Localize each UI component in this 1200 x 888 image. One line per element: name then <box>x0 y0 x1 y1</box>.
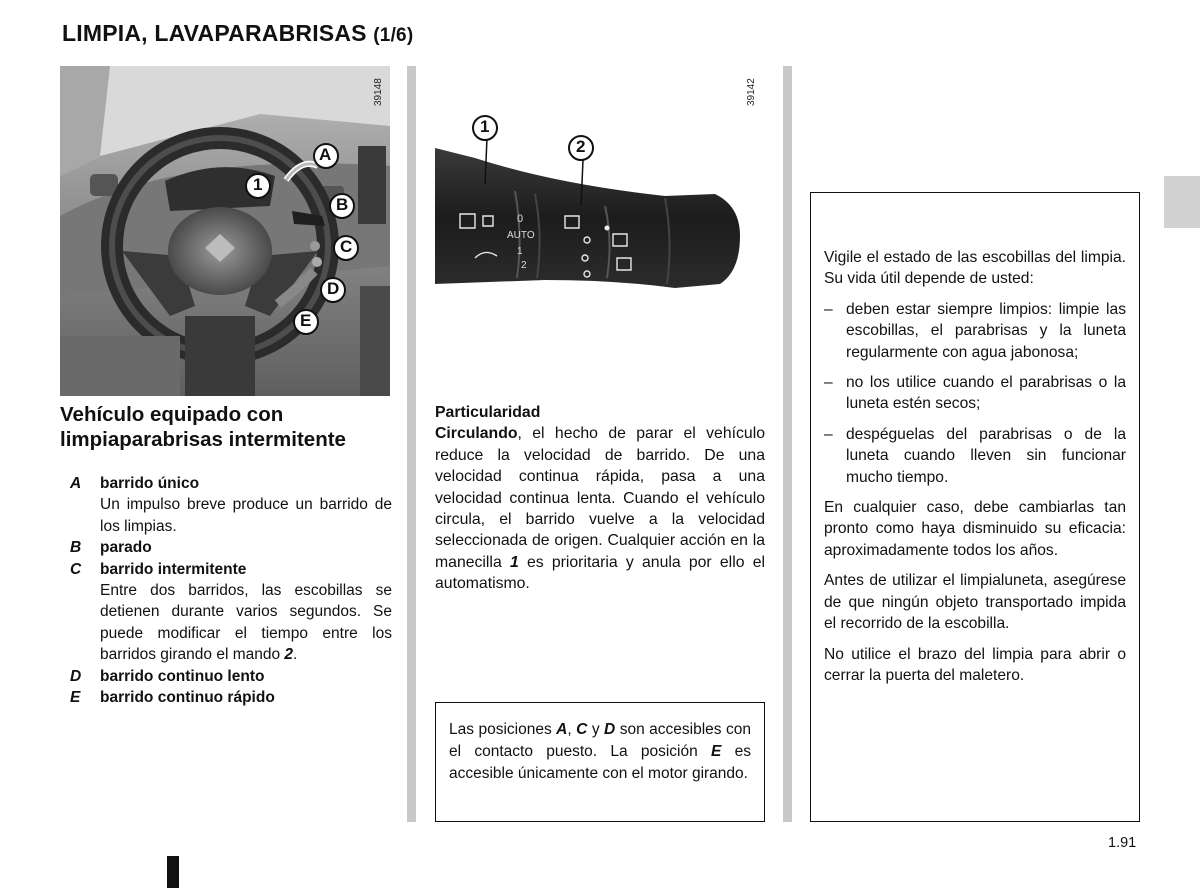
position-term-E: barrido continuo rápido <box>100 689 275 707</box>
particularity-body-end: es prioritaria y anula por ello el automatismo. <box>435 553 765 593</box>
note-text-1: Las posiciones <box>449 721 557 738</box>
wiper-stalk-illustration <box>435 66 765 316</box>
note-ref-D: D <box>604 721 616 738</box>
particularity-body-text: , el hecho de parar el vehículo reduce la velocidad de barrido. De una velocidad continua rápida, pasa a una velocidad continua lenta. Cuando el vehículo circula, el barrido vuelve a la velocidad seleccionada de origen. Cualquier acción en la manecilla <box>435 425 765 571</box>
position-key-D: D <box>70 667 82 685</box>
section-subtitle <box>60 402 400 452</box>
callout-E-label: E <box>300 311 312 330</box>
position-term-D: barrido continuo lento <box>100 667 265 685</box>
bullet-dash: – <box>824 300 833 318</box>
callout-stalk-1-label: 1 <box>480 117 490 136</box>
position-key-C: C <box>70 560 82 578</box>
section-thumb-tab <box>1164 176 1200 228</box>
page-title <box>62 20 413 47</box>
note-text-2: , <box>567 721 577 738</box>
advice-intro: Vigile el estado de las escobillas del limpia. Su vida útil depende de usted: <box>824 249 1126 288</box>
column-divider-right <box>783 66 792 822</box>
position-term-A: barrido único <box>100 475 200 492</box>
particularity-body <box>435 423 765 594</box>
position-key-A: A <box>70 475 82 492</box>
callout-stalk-2-label: 2 <box>576 137 586 156</box>
steering-wheel-illustration <box>60 66 390 396</box>
position-term-B: parado <box>100 539 152 557</box>
list-item <box>824 372 1126 415</box>
position-desc-C-text: Entre dos barridos, las escobillas se detienen durante varios segundos. Se puede modificar el tiempo entre los barridos girando el mando <box>100 582 392 664</box>
callout-B-label: B <box>336 195 349 214</box>
list-item <box>70 687 392 708</box>
list-item <box>70 473 392 537</box>
position-desc-C <box>100 580 392 666</box>
note-text-3: y <box>587 721 605 738</box>
note-ref-E: E <box>711 742 722 760</box>
callout-C <box>332 234 360 267</box>
particularity-body-lead: Circulando <box>435 425 518 443</box>
callout-1 <box>244 172 272 205</box>
section-subtitle-line2: limpiaparabrisas intermitente <box>60 428 346 451</box>
callout-1-label: 1 <box>253 175 263 194</box>
particularity-heading: Particularidad <box>435 404 541 421</box>
particularity-section <box>435 402 765 595</box>
control-ref-1: 1 <box>509 553 519 571</box>
stalk-label-auto: AUTO <box>507 230 535 241</box>
position-key-E: E <box>70 689 81 707</box>
page-number: 1.91 <box>1108 835 1137 851</box>
bullet-dash: – <box>824 374 833 392</box>
callout-B <box>328 192 356 225</box>
advice-paragraph-2: Antes de utilizar el limpialuneta, asegúrese de que ningún objeto transportado impida el recorrido de la escobilla. <box>824 572 1126 633</box>
wiper-positions-list <box>70 473 392 708</box>
advice-bullet-2: no los utilice cuando el parabrisas o la luneta estén secos; <box>846 374 1126 413</box>
bullet-dash: – <box>824 425 833 443</box>
page-corner-mark <box>167 856 179 888</box>
callout-A-label: A <box>319 145 332 164</box>
callout-stalk-2 <box>567 134 595 167</box>
list-item <box>824 299 1126 363</box>
position-desc-C-end: . <box>293 646 298 664</box>
list-item <box>824 424 1126 488</box>
steering-wheel-photo <box>60 66 390 396</box>
maintenance-advice-box <box>810 192 1140 822</box>
page-title-text: LIMPIA, LAVAPARABRISAS <box>62 20 367 46</box>
note-text-5: es accesible únicamente con el motor girando. <box>449 742 751 782</box>
figure-number-left: 39148 <box>373 78 384 106</box>
figure-number-middle: 39142 <box>746 78 757 106</box>
wiper-stalk-drawing <box>435 66 765 316</box>
callout-D <box>319 276 347 309</box>
position-desc-A: Un impulso breve produce un barrido de los limpias. <box>100 496 392 535</box>
page-title-part: (1/6) <box>373 25 414 46</box>
position-key-B: B <box>70 539 82 557</box>
position-term-C: barrido intermitente <box>100 560 247 578</box>
advice-paragraph-1: En cualquier caso, debe cambiarlas tan pronto como haya disminuido su eficacia: aproximadamente todos los años. <box>824 499 1126 559</box>
stalk-label-1: 1 <box>517 246 523 257</box>
section-subtitle-line1: Vehículo equipado con <box>60 403 284 426</box>
advice-bullet-1: deben estar siempre limpios: limpie las escobillas, el parabrisas y la luneta regularmente con agua jabonosa; <box>846 300 1126 361</box>
callout-A <box>312 142 340 175</box>
callout-D-label: D <box>327 279 340 298</box>
callout-C-label: C <box>340 237 353 256</box>
note-text-4: son accesibles con el contacto puesto. La posición <box>449 721 751 760</box>
note-ref-A: A <box>556 721 568 738</box>
stalk-label-0: 0 <box>517 213 524 225</box>
advice-bullet-3: despéguelas del parabrisas o de la luneta cuando lleven sin funcionar mucho tiempo. <box>846 425 1126 486</box>
column-divider-left <box>407 66 416 822</box>
advice-paragraph-3: No utilice el brazo del limpia para abrir o cerrar la puerta del maletero. <box>824 645 1126 684</box>
list-item <box>70 666 392 687</box>
control-ref-2: 2 <box>284 646 294 664</box>
stalk-label-2: 2 <box>521 260 527 271</box>
note-ref-C: C <box>576 721 588 738</box>
positions-note-box <box>435 702 765 822</box>
list-item <box>70 537 392 558</box>
list-item <box>70 559 392 666</box>
callout-stalk-1 <box>471 114 499 147</box>
callout-E <box>292 308 320 341</box>
